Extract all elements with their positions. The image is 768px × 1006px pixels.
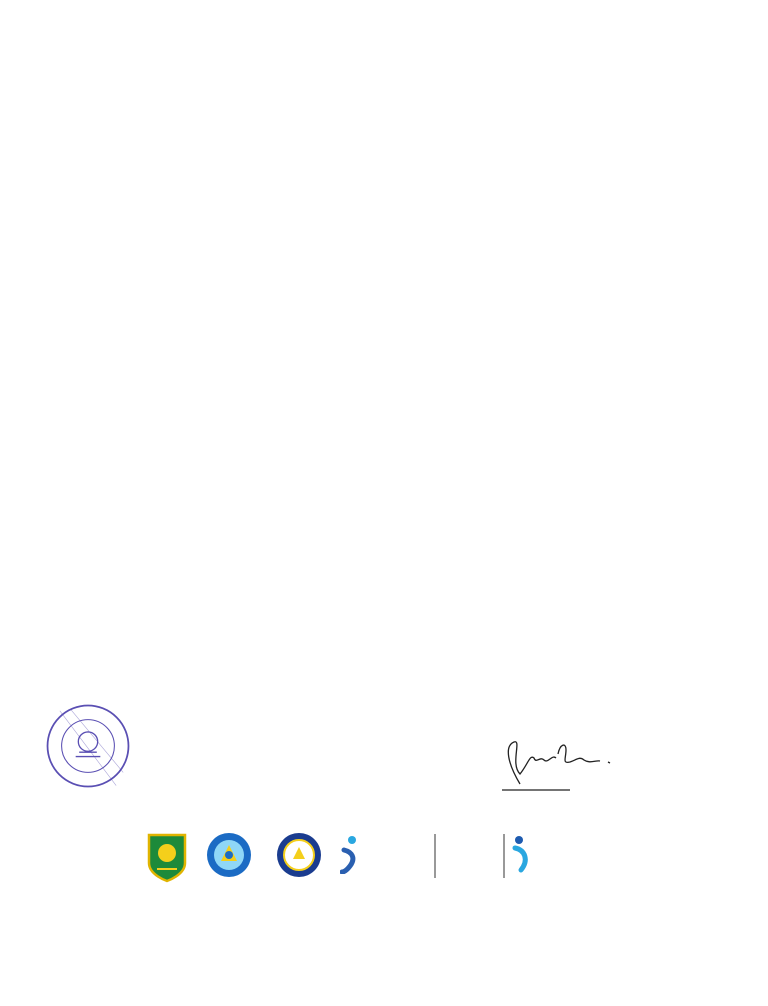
- principal-signature: [500, 734, 625, 794]
- school-logo-icon: [275, 831, 323, 879]
- school-seal-stamp: [44, 702, 132, 790]
- merdeka-mengajar-icon: [511, 834, 533, 874]
- logos-row: [140, 828, 600, 888]
- provincial-emblem-icon: [145, 831, 189, 883]
- tut-wuri-handayani-icon: [205, 831, 253, 879]
- kurikulum-merdeka-icon: [340, 834, 360, 874]
